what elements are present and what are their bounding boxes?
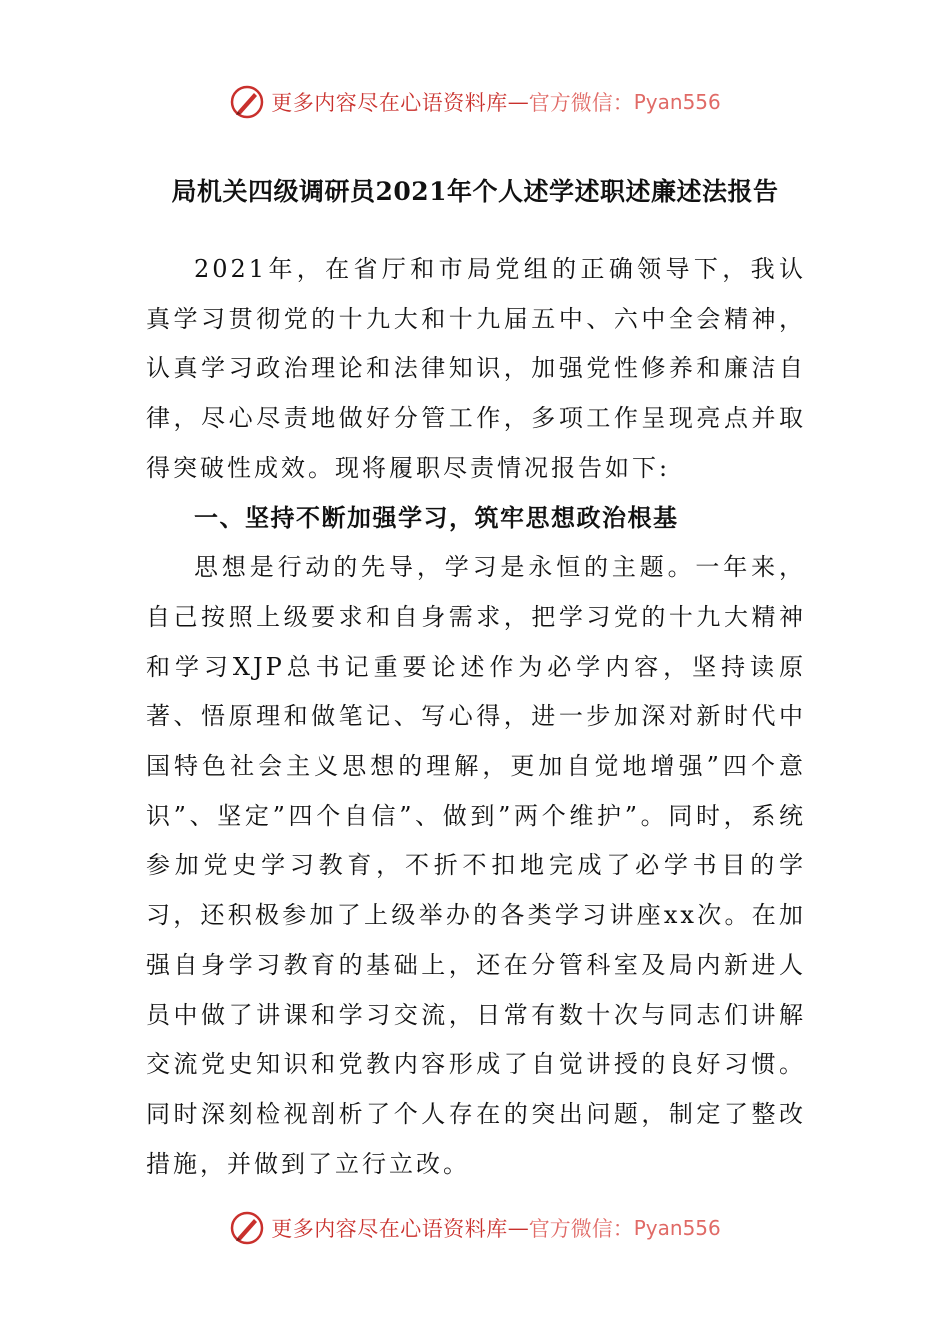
watermark-separator: — <box>507 1216 529 1240</box>
watermark-wechat-id: Pyan556 <box>633 90 721 114</box>
document-body <box>146 245 806 1189</box>
watermark-site-text: 更多内容尽在心语资料库 <box>271 1217 508 1241</box>
watermark-separator: — <box>507 90 529 114</box>
watermark-wechat-label: 官方微信： <box>528 1217 634 1241</box>
watermark-banner-top <box>0 82 950 122</box>
pen-logo-icon <box>229 84 265 120</box>
pen-logo-icon <box>229 1210 265 1246</box>
watermark-wechat-label: 官方微信： <box>528 91 634 115</box>
intro-paragraph: 2021年，在省厅和市局党组的正确领导下，我认真学习贯彻党的十九大和十九届五中、六中全会精神，认真学习政治理论和法律知识，加强党性修养和廉洁自律，尽心尽责地做好分管工作，多项工作呈现亮点并取得突破性成效。现将履职尽责情况报告如下: <box>146 255 806 482</box>
watermark-wechat-id: Pyan556 <box>633 1216 721 1240</box>
document-title: 局机关四级调研员2021年个人述学述职述廉述法报告 <box>171 177 779 206</box>
section-heading: 一、坚持不断加强学习，筑牢思想政治根基 <box>194 503 679 532</box>
section-paragraph: 思想是行动的先导，学习是永恒的主题。一年来，自己按照上级要求和自身需求，把学习党的十九大精神和学习XJP总书记重要论述作为必学内容，坚持读原著、悟原理和做笔记、写心得，进一步加深对新时代中国特色社会主义思想的理解，更加自觉地增强”四个意识”、坚定”四个自信”、做到”两个维护”。同时，系统参加党史学习教育，不折不扣地完成了必学书目的学习，还积极参加了上级举办的各类学习讲座xx次。在加强自身学习教育的基础上，还在分管科室及局内新进人员中做了讲课和学习交流，日常有数十次与同志们讲解交流党史知识和党教内容形成了自觉讲授的良好习惯。同时深刻检视剖析了个人存在的突出问题，制定了整改措施，并做到了立行立改。 <box>146 553 806 1178</box>
watermark-banner-bottom <box>0 1208 950 1248</box>
watermark-site-text: 更多内容尽在心语资料库 <box>271 91 508 115</box>
